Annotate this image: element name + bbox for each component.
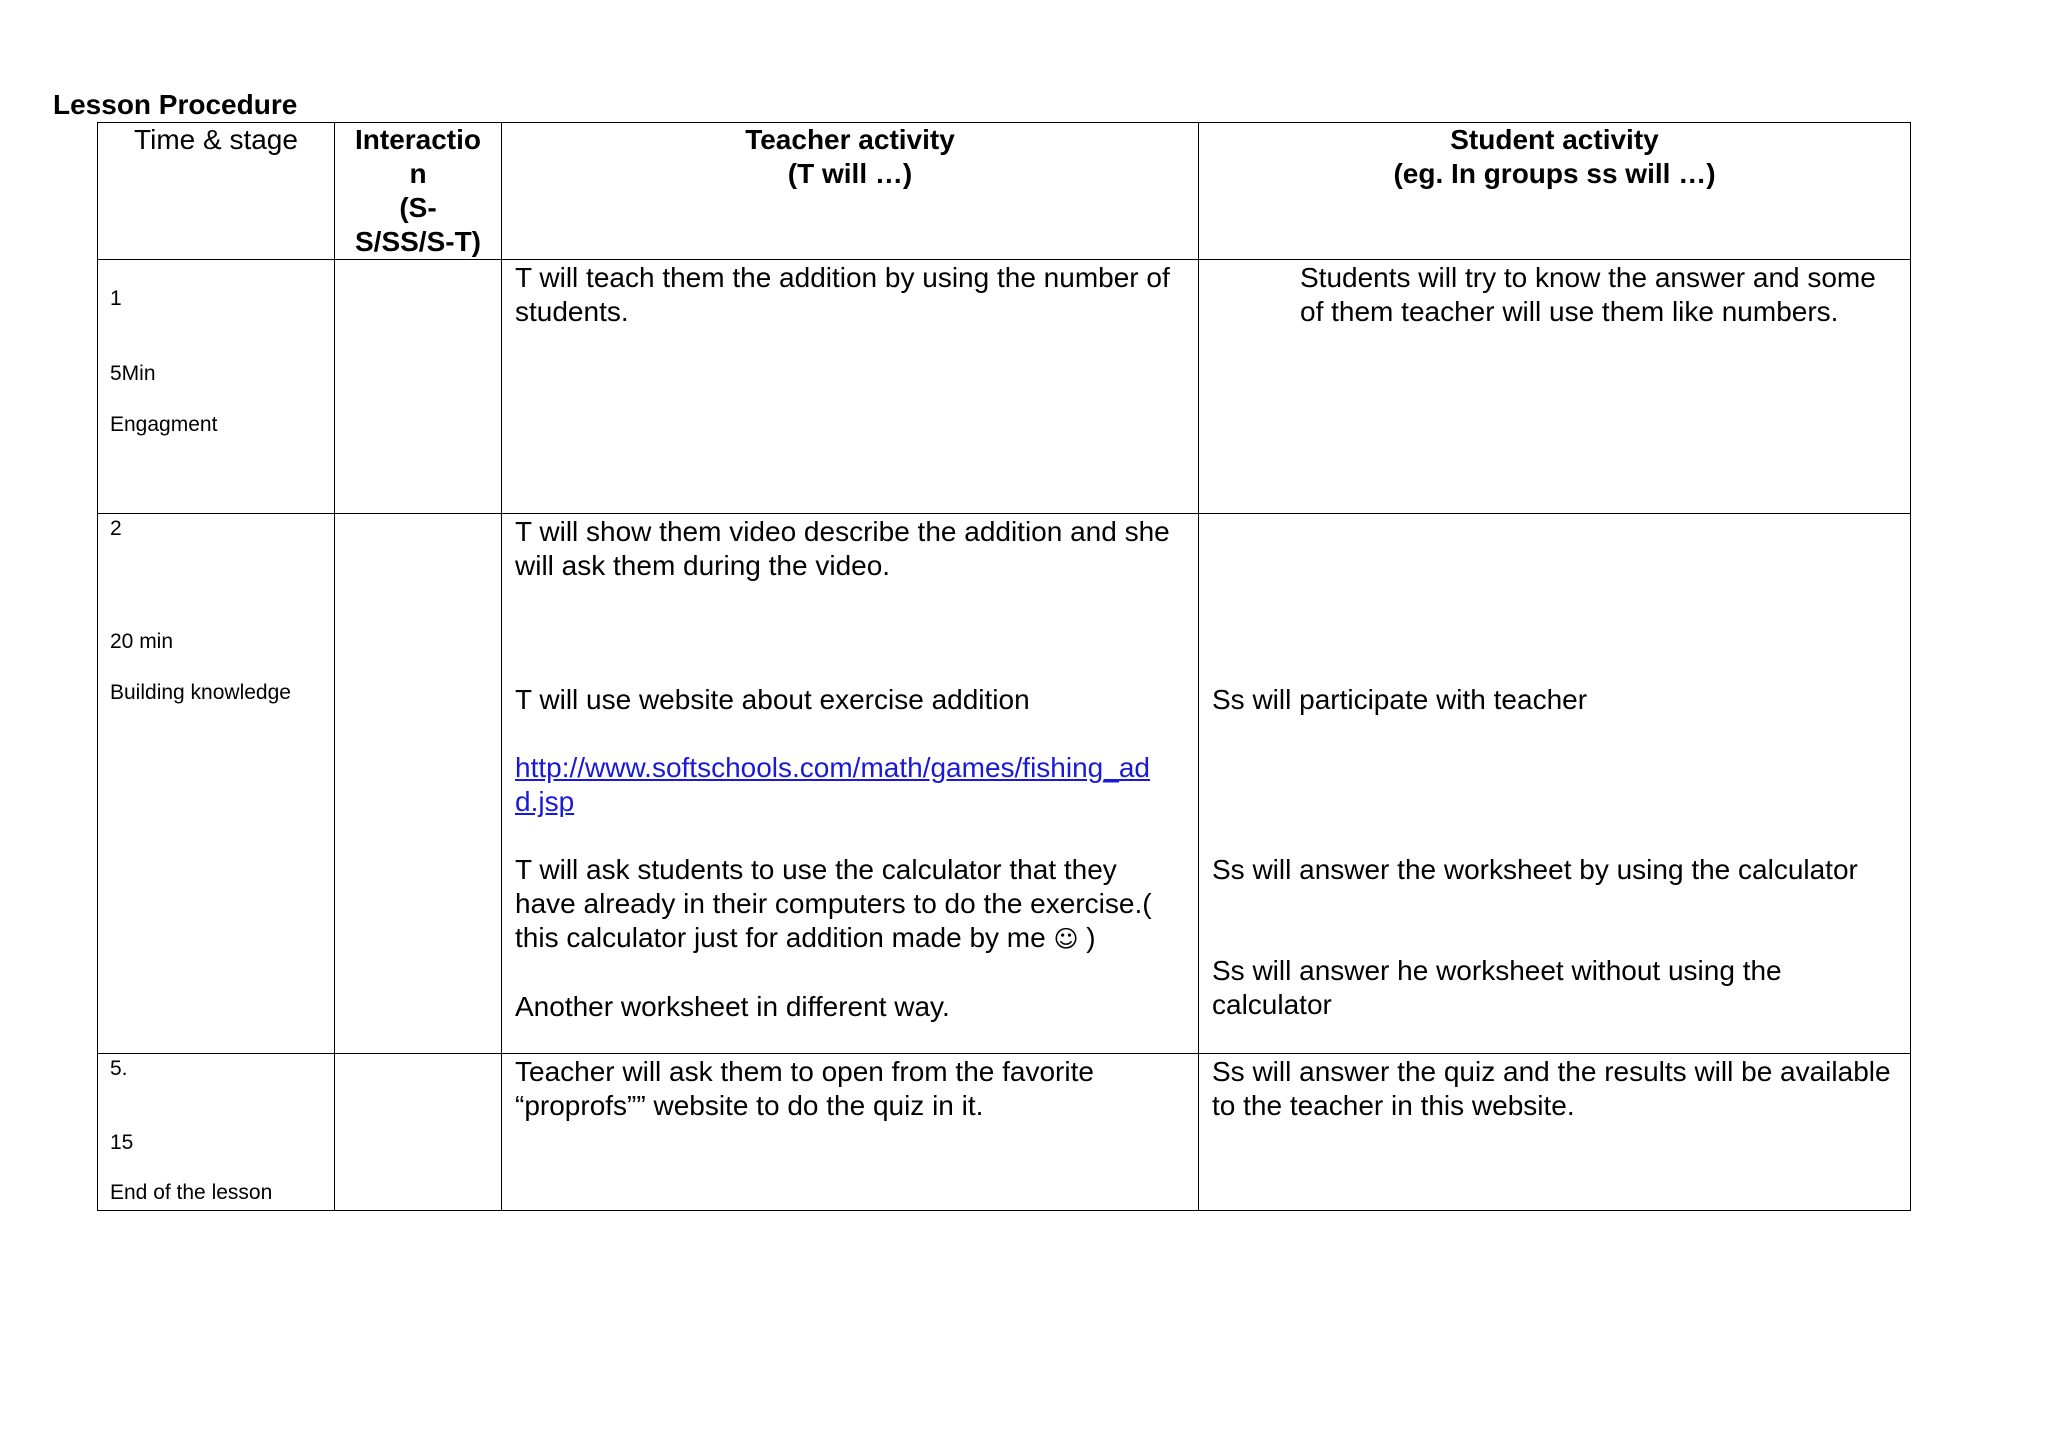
table-row (98, 260, 1911, 514)
header-student-subtitle: (eg. In groups ss will …) (1393, 158, 1716, 189)
stage-time: 5Min (110, 362, 156, 385)
teacher-activity-text-part: ) (1086, 922, 1096, 953)
stage-cell (98, 514, 335, 1054)
interaction-cell (335, 514, 502, 1054)
teacher-activity-text: T will teach them the addition by using the number of students. (515, 262, 1170, 327)
student-activity-cell (1199, 260, 1911, 514)
stage-number: 1 (110, 287, 122, 310)
student-activity-text: Ss will answer the quiz and the results will be available to the teacher in this website. (1212, 1056, 1891, 1121)
header-student-activity (1199, 123, 1911, 260)
interaction-cell (335, 260, 502, 514)
smiley-icon: ☺ (1053, 925, 1079, 953)
stage-cell (98, 260, 335, 514)
teacher-activity-text-part: T will ask students to use the calculator that they have already in their computers to do the exercise.( this calculator just for addition made by me (515, 854, 1152, 953)
stage-name: Engagment (110, 413, 218, 436)
page-title: Lesson Procedure (53, 89, 298, 120)
website-link[interactable] (515, 751, 1184, 819)
teacher-activity-cell (502, 260, 1199, 514)
lesson-procedure-table (97, 122, 1911, 1211)
header-interaction-line: S/SS/S-T) (354, 226, 481, 257)
header-time-stage (98, 123, 335, 260)
teacher-activity-text: T will show them video describe the addition and she will ask them during the video. (515, 516, 1170, 581)
teacher-activity-text: T will use website about exercise addition (515, 684, 1030, 715)
header-teacher-activity (502, 123, 1199, 260)
teacher-activity-text: Another worksheet in different way. (515, 991, 950, 1022)
teacher-activity-text: Teacher will ask them to open from the favorite “proprofs”” website to do the quiz in it. (515, 1056, 1094, 1121)
student-activity-cell (1199, 1054, 1911, 1211)
stage-name: End of the lesson (110, 1181, 273, 1204)
header-row (98, 123, 1911, 260)
website-link-part[interactable]: http://www.softschools.com/math/games/fishing_ad (515, 752, 1150, 783)
student-activity-text: Ss will answer the worksheet by using the calculator (1212, 854, 1858, 885)
stage-time: 20 min (110, 630, 174, 653)
header-interaction-line: n (409, 158, 427, 189)
stage-number: 5. (110, 1057, 128, 1080)
table-row (98, 1054, 1911, 1211)
header-time-stage-label: Time & stage (134, 124, 298, 155)
header-teacher-title: Teacher activity (745, 124, 955, 155)
table-row (98, 514, 1911, 1054)
student-activity-text: Ss will participate with teacher (1212, 684, 1588, 715)
website-link-part[interactable]: d.jsp (515, 786, 575, 817)
header-student-title: Student activity (1450, 124, 1659, 155)
interaction-cell (335, 1054, 502, 1211)
teacher-activity-cell (502, 514, 1199, 1054)
teacher-activity-cell (502, 1054, 1199, 1211)
header-interaction-line: (S- (399, 192, 437, 223)
stage-time: 15 (110, 1131, 134, 1154)
student-activity-text: Students will try to know the answer and some of them teacher will use them like numbers. (1300, 262, 1876, 327)
header-interaction (335, 123, 502, 260)
stage-name: Building knowledge (110, 681, 291, 704)
stage-number: 2 (110, 517, 122, 540)
header-interaction-line: Interactio (354, 124, 482, 155)
student-activity-text: Ss will answer he worksheet without using the calculator (1212, 955, 1782, 1020)
stage-cell (98, 1054, 335, 1211)
header-teacher-subtitle: (T will …) (787, 158, 913, 189)
student-activity-cell (1199, 514, 1911, 1054)
teacher-activity-text (515, 853, 1184, 956)
